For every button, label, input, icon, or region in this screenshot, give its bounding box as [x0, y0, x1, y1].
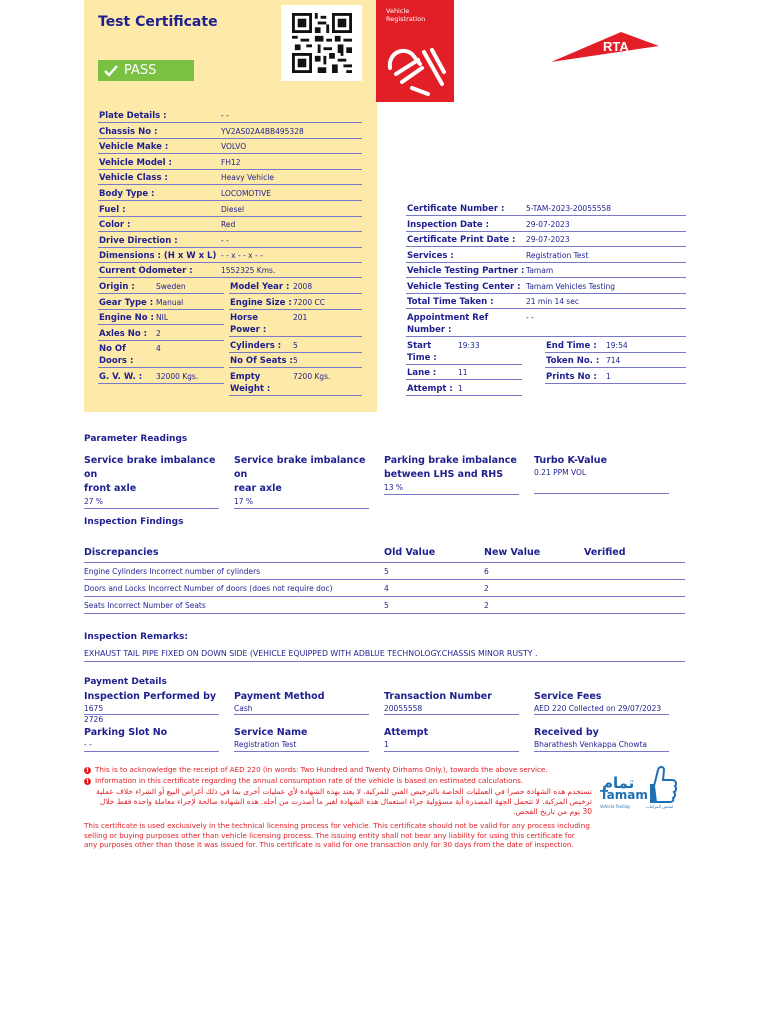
- appointment-label-2: Number :: [407, 325, 452, 335]
- engine-size-value: 7200 CC: [293, 298, 325, 307]
- make-value: VOLVO: [221, 142, 247, 151]
- gear-label: Gear Type :: [99, 298, 154, 308]
- col-new-value: New Value: [484, 547, 541, 558]
- fuel-label: Fuel :: [99, 205, 126, 215]
- vr-line-1: Vehicle: [386, 7, 410, 15]
- param-parking-brake: Parking brake imbalance between LHS and RHS 13 %: [384, 454, 524, 495]
- col-discrepancies: Discrepancies: [84, 547, 159, 558]
- inspection-remarks-title: Inspection Remarks:: [84, 632, 188, 642]
- inspection-date-label: Inspection Date :: [407, 220, 489, 230]
- appointment-label-1: Appointment Ref: [407, 313, 489, 323]
- plate-value: - -: [221, 111, 229, 120]
- vr-line-2: Registration: [386, 15, 426, 23]
- make-label: Vehicle Make :: [99, 142, 169, 152]
- inspection-findings-title: Inspection Findings: [84, 517, 184, 527]
- parking-slot-value: - -: [84, 740, 92, 749]
- received-by-label: Received by: [534, 727, 599, 738]
- seats-value: 5: [293, 356, 298, 365]
- cert-number-label: Certificate Number :: [407, 204, 505, 214]
- prints-value: 1: [606, 372, 611, 381]
- arabic-disclaimer: تستخدم هذه الشهادة حصرا في العمليات الخاصة بالترخيص الفني للمركبة. لا يعتد بهذه الشهادة لأي عمليات أخرى بما في ذلك أغراض البيع أو الشراء خلاف عملية ترخيص المركبة. لا تتحمل الجهة المصدرة أية مسؤولية جراء استعمال هذه الشهادة لغير ما أصدرت من أجله. هذه الشهادة صالحة لإجراء معاملة واحدة فقط خلال 30 يوم من تاريخ الفحص.: [96, 787, 592, 816]
- center-label: Vehicle Testing Center :: [407, 282, 521, 292]
- inspection-date-value: 29-07-2023: [526, 220, 570, 229]
- performed-by-value-1: 1675: [84, 704, 104, 713]
- engine-no-value: NIL: [156, 313, 169, 322]
- info-icon: !: [84, 767, 91, 774]
- payment-attempt-value: 1: [384, 740, 389, 749]
- cylinders-value: 5: [293, 341, 298, 350]
- table-row: Doors and Locks Incorrect Number of doors (does not require doc): [84, 584, 333, 593]
- pass-badge: [98, 60, 194, 81]
- cert-number-value: 5-TAM-2023-20055558: [526, 204, 612, 213]
- parking-slot-label: Parking Slot No: [84, 727, 168, 738]
- end-time-value: 19:54: [606, 341, 628, 350]
- pass-label: PASS: [124, 63, 157, 78]
- origin-value: Sweden: [156, 282, 186, 291]
- lane-label: Lane :: [407, 368, 437, 378]
- param-rear-axle: Service brake imbalance on rear axle 17 %: [234, 454, 374, 509]
- cylinders-label: Cylinders :: [230, 341, 282, 351]
- payment-attempt-label: Attempt: [384, 727, 429, 738]
- start-time-label-2: Time :: [407, 353, 437, 363]
- time-taken-label: Total Time Taken :: [407, 297, 494, 307]
- page-title: Test Certificate: [98, 14, 218, 30]
- attempt-label: Attempt :: [407, 384, 453, 394]
- appointment-value: - -: [526, 313, 534, 322]
- vehicle-registration-badge: [376, 0, 454, 102]
- gvw-label: G. V. W. :: [99, 372, 143, 382]
- doors-label-2: Doors :: [99, 356, 134, 366]
- tamam-logo: [598, 764, 682, 814]
- class-value: Heavy Vehicle: [221, 173, 274, 182]
- tamam-english: Tamam: [600, 788, 648, 802]
- horse-power-value: 201: [293, 313, 308, 322]
- car-key-icon: [382, 38, 448, 98]
- dimensions-label: Dimensions : (H x W x L): [99, 251, 217, 261]
- param-front-axle: Service brake imbalance on front axle 27 %: [84, 454, 224, 509]
- year-value: 2008: [293, 282, 313, 291]
- performed-by-value-2: 2726: [84, 715, 104, 724]
- drive-value: - -: [221, 236, 229, 245]
- note-consumption: ! Information in this certificate regarding the annual consumption rate of the vehicle is based on estimated calculations.: [84, 776, 523, 786]
- chassis-label: Chassis No :: [99, 127, 158, 137]
- qr-code: [281, 5, 362, 81]
- class-label: Vehicle Class :: [99, 173, 168, 183]
- info-icon: !: [84, 778, 91, 785]
- gvw-value: 32000 Kgs.: [156, 372, 199, 381]
- odometer-label: Current Odometer :: [99, 266, 193, 276]
- body-value: LOCOMOTIVE: [221, 189, 271, 198]
- rta-logo-icon: [551, 30, 659, 64]
- note-receipt: ! This is to acknowledge the receipt of AED 220 (in words: Two Hundred and Twenty Dirhams Only.), towards the above service.: [84, 765, 548, 775]
- partner-value: Tamam: [526, 266, 554, 275]
- seats-label: No Of Seats :: [230, 356, 293, 366]
- time-taken-value: 21 min 14 sec: [526, 297, 580, 306]
- tamam-subtitle-en: Vehicle Testing: [600, 804, 630, 809]
- payment-method-value: Cash: [234, 704, 253, 713]
- param-turbo-k: Turbo K-Value 0.21 PPM VOL: [534, 454, 674, 494]
- tamam-arabic: تمام: [602, 774, 635, 792]
- col-old-value: Old Value: [384, 547, 436, 558]
- partner-label: Vehicle Testing Partner :: [407, 266, 525, 276]
- model-label: Vehicle Model :: [99, 158, 172, 168]
- transaction-value: 20055558: [384, 704, 423, 713]
- service-fees-label: Service Fees: [534, 691, 602, 702]
- attempt-value: 1: [458, 384, 463, 393]
- tamam-subtitle-ar: لفحص المركبات: [646, 804, 673, 809]
- start-time-value: 19:33: [458, 341, 480, 350]
- services-value: Registration Test: [526, 251, 589, 260]
- axles-label: Axles No :: [99, 329, 148, 339]
- body-label: Body Type :: [99, 189, 155, 199]
- empty-weight-label-2: Weight :: [230, 384, 271, 394]
- token-label: Token No. :: [546, 356, 600, 366]
- service-name-value: Registration Test: [234, 740, 297, 749]
- empty-weight-value: 7200 Kgs.: [293, 372, 331, 381]
- horse-power-label-2: Power :: [230, 325, 267, 335]
- color-value: Red: [221, 220, 236, 229]
- engine-no-label: Engine No :: [99, 313, 154, 323]
- received-by-value: Bharathesh Venkappa Chowta: [534, 740, 648, 749]
- english-disclaimer: This certificate is used exclusively in the technical licensing process for vehicle. This certificate should not be valid for any process including selling or buying purposes other than vehicle licensing process. The issuing entity shall not bear any liability for using this certificate for any purposes other than those it was issued for. This certificate is valid for one transaction only for 30 days from the date of inspection.: [84, 821, 590, 849]
- payment-method-label: Payment Method: [234, 691, 325, 702]
- payment-details-title: Payment Details: [84, 677, 167, 687]
- qr-code-icon: [292, 13, 352, 73]
- gear-value: Manual: [156, 298, 184, 307]
- token-value: 714: [606, 356, 621, 365]
- rta-logo-text: RTA: [603, 39, 629, 54]
- center-value: Tamam Vehicles Testing: [526, 282, 616, 291]
- print-date-label: Certificate Print Date :: [407, 235, 516, 245]
- check-icon: [104, 65, 118, 77]
- model-value: FH12: [221, 158, 241, 167]
- dimensions-value: - - x - - x - -: [221, 251, 263, 260]
- transaction-label: Transaction Number: [384, 691, 492, 702]
- axles-value: 2: [156, 329, 161, 338]
- doors-value: 4: [156, 344, 161, 353]
- lane-value: 11: [458, 368, 468, 377]
- services-label: Services :: [407, 251, 454, 261]
- rta-logo: [551, 30, 659, 64]
- performed-by-label: Inspection Performed by: [84, 691, 217, 702]
- table-row: Engine Cylinders Incorrect number of cylinders: [84, 567, 261, 576]
- inspection-remarks-text: EXHAUST TAIL PIPE FIXED ON DOWN SIDE (VEHICLE EQUIPPED WITH ADBLUE TECHNOLOGY.CHASSIS MINOR RUSTY .: [84, 649, 538, 658]
- odometer-value: 1552325 Kms.: [221, 266, 276, 275]
- chassis-value: YV2AS02A4BB495328: [221, 127, 304, 136]
- service-name-label: Service Name: [234, 727, 308, 738]
- origin-label: Origin :: [99, 282, 135, 292]
- table-row: Seats Incorrect Number of Seats: [84, 601, 206, 610]
- col-verified: Verified: [584, 547, 626, 558]
- horse-power-label-1: Horse: [230, 313, 258, 323]
- print-date-value: 29-07-2023: [526, 235, 570, 244]
- color-label: Color :: [99, 220, 131, 230]
- plate-label: Plate Details :: [99, 111, 167, 121]
- engine-size-label: Engine Size :: [230, 298, 292, 308]
- fuel-value: Diesel: [221, 205, 245, 214]
- drive-label: Drive Direction :: [99, 236, 178, 246]
- empty-weight-label-1: Empty: [230, 372, 261, 382]
- year-label: Model Year :: [230, 282, 290, 292]
- start-time-label-1: Start: [407, 341, 432, 351]
- doors-label-1: No Of: [99, 344, 126, 354]
- end-time-label: End Time :: [546, 341, 597, 351]
- parameter-readings-title: Parameter Readings: [84, 434, 188, 444]
- service-fees-value: AED 220 Collected on 29/07/2023: [534, 704, 662, 713]
- prints-label: Prints No :: [546, 372, 597, 382]
